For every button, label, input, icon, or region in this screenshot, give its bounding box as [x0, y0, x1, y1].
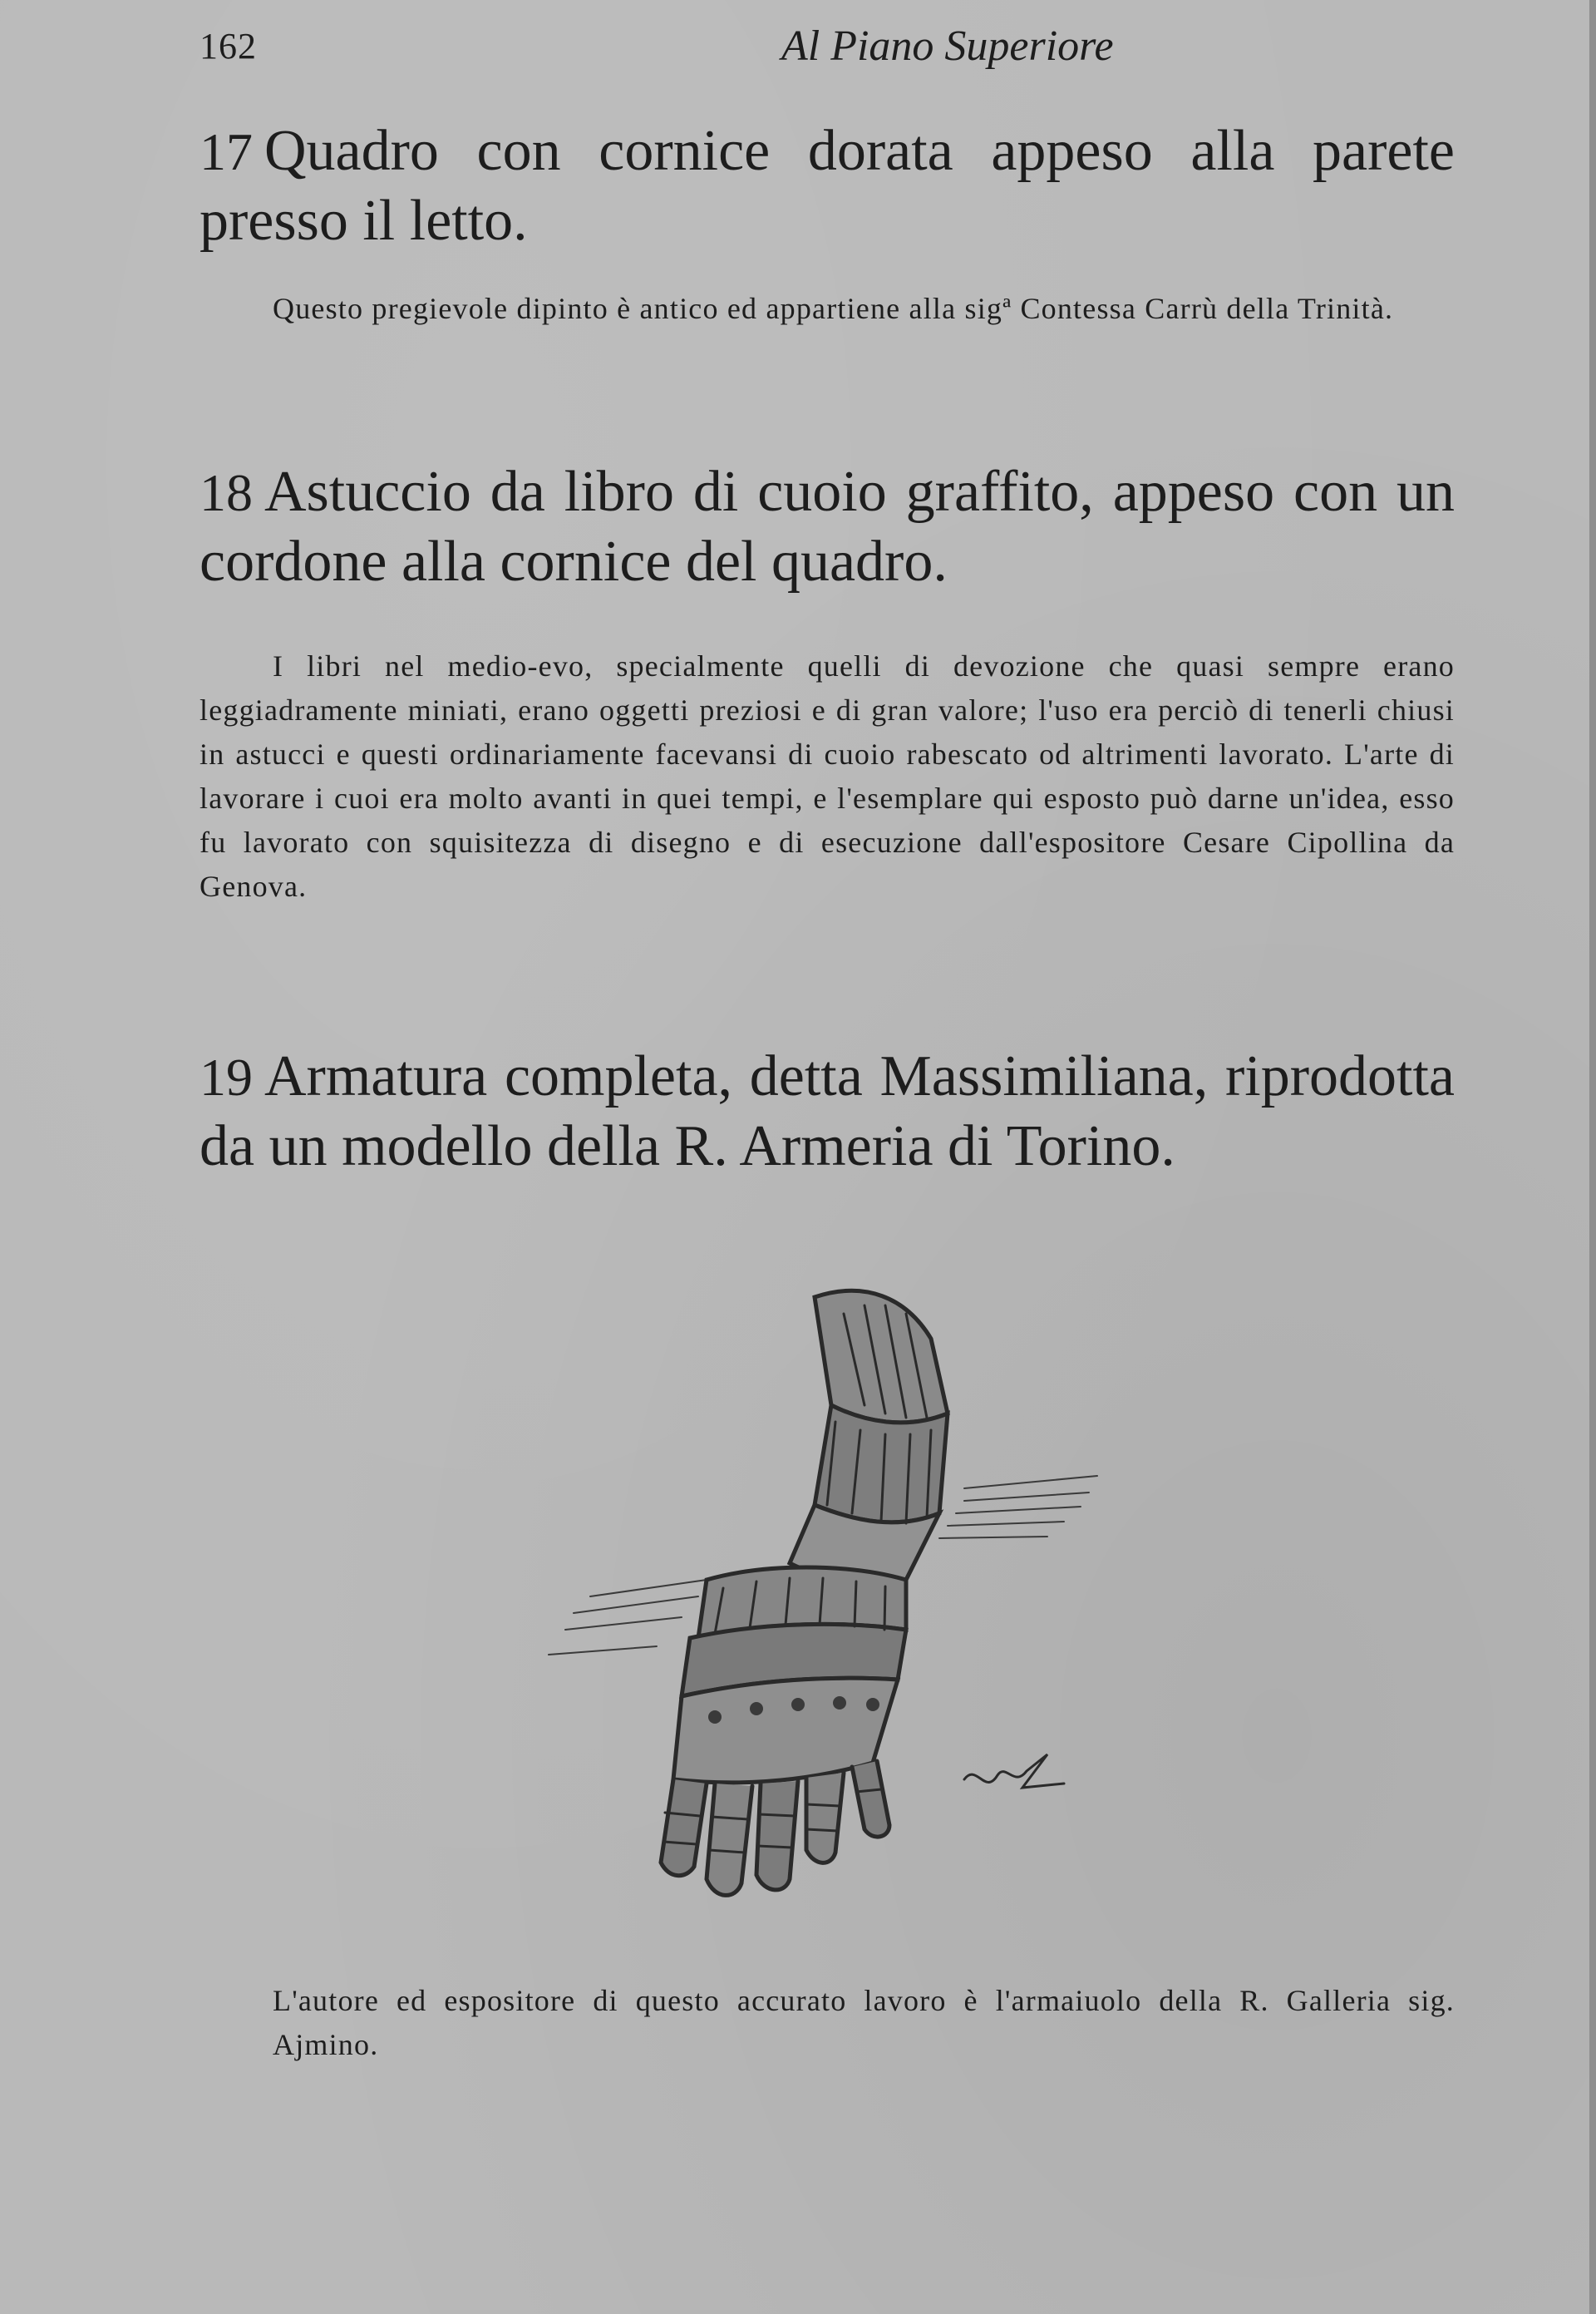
running-head — [200, 18, 1446, 76]
running-title: Al Piano Superiore — [781, 22, 1114, 70]
gauntlet-illustration — [515, 1264, 1130, 1912]
entry-title: Armatura completa, detta Massimiliana, riprodotta da un modello della R. Armeria di Torino. — [200, 1044, 1455, 1178]
entry-number: 19 — [200, 1048, 253, 1107]
entry-title: Quadro con cornice dorata appeso alla parete presso il letto. — [200, 119, 1455, 253]
entry-19-note: L'autore ed espositore di questo accurato lavoro è l'armaiuolo della R. Galleria sig. Ajmino. — [273, 1984, 1455, 2061]
entry-number: 17 — [200, 122, 253, 181]
entry-18-heading — [200, 457, 1455, 596]
entry-17-heading — [200, 116, 1455, 255]
entry-19-heading — [200, 1042, 1455, 1181]
entry-18-note: I libri nel medio-evo, specialmente quelli di devozione che quasi sempre erano leggiadramente miniati, erano oggetti preziosi e di gran valore; l'uso era perciò di tenerli chiusi in astucci e questi ordinariamente facevansi di cuoio rabescato od altrimenti lavorato. L'arte di lavorare i cuoi era molto avanti in quei tempi, e l'esemplare qui esposto può darne un'idea, esso fu lavorato con squisitezza di disegno e di esecuzione dall'espositore Cesare Cipollina da Genova. — [200, 649, 1455, 903]
page-number: 162 — [200, 26, 257, 67]
entry-number: 18 — [200, 463, 253, 522]
entry-title: Astuccio da libro di cuoio graffito, appeso con un cordone alla cornice del quadro. — [200, 460, 1455, 594]
entry-17-note: Questo pregievole dipinto è antico ed appartiene alla sigª Contessa Carrù della Trinità. — [273, 292, 1394, 325]
